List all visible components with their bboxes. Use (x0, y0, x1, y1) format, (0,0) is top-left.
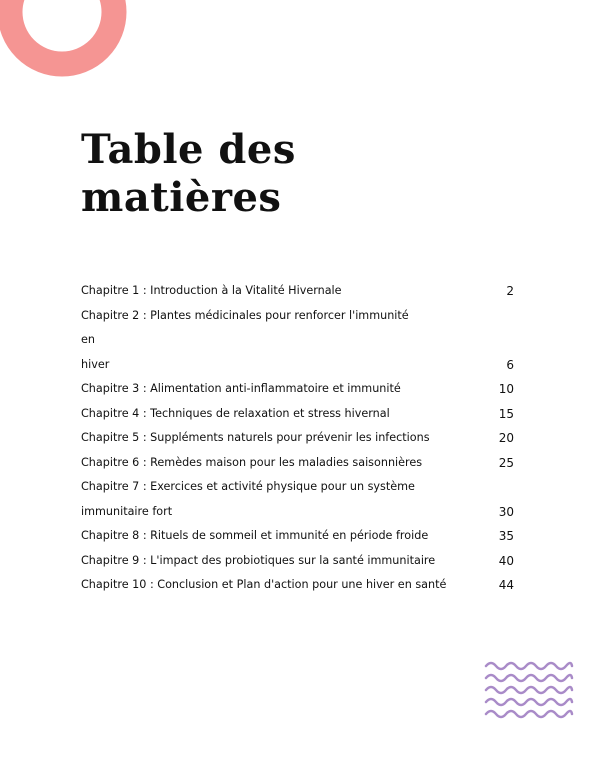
toc-entry-label-line-2: hiver (81, 357, 110, 371)
toc-entry-page: 30 (498, 504, 514, 519)
toc-entry-page: 2 (506, 284, 514, 298)
page-title-line-1: Table des (81, 126, 296, 173)
toc-entry-label-line-1: Chapitre 2 : Plantes médicinales pour renforcer l'immunité en (81, 308, 409, 346)
toc-entry-page: 44 (498, 578, 514, 592)
toc-entry-7[interactable] (81, 475, 514, 524)
toc-entry-label: Chapitre 3 : Alimentation anti-inflammatoire et immunité (81, 382, 401, 395)
decorative-waves-icon (484, 660, 574, 720)
toc-entry-page: 20 (498, 431, 514, 445)
toc-entry-page: 25 (498, 455, 514, 470)
toc-entry-4[interactable] (81, 402, 514, 427)
toc-entry-label: Chapitre 10 : Conclusion et Plan d'action pour une hiver en santé (81, 578, 447, 591)
toc-entry-label: Chapitre 6 : Remèdes maison pour les maladies saisonnières (81, 455, 423, 469)
toc-entry-page: 15 (498, 406, 514, 421)
toc-entry-label: Chapitre 1 : Introduction à la Vitalité Hivernale (81, 284, 342, 297)
toc-entry-6[interactable] (81, 451, 514, 476)
toc-entry-label: Chapitre 5 : Suppléments naturels pour prévenir les infections (81, 431, 430, 444)
toc-entry-page: 35 (498, 529, 514, 543)
toc-entry-label: Chapitre 9 : L'impact des probiotiques sur la santé immunitaire (81, 553, 436, 567)
toc-entry-8[interactable] (81, 524, 514, 549)
toc-entry-5[interactable] (81, 426, 514, 451)
toc-entry-10[interactable] (81, 573, 514, 598)
page-title (81, 126, 296, 222)
toc-entry-1[interactable] (81, 279, 514, 304)
toc-entry-page: 6 (506, 357, 514, 372)
table-of-contents (81, 279, 514, 598)
toc-entry-3[interactable] (81, 377, 514, 402)
toc-entry-9[interactable] (81, 549, 514, 574)
toc-entry-label: Chapitre 4 : Techniques de relaxation et stress hivernal (81, 406, 390, 420)
toc-entry-label: Chapitre 8 : Rituels de sommeil et immunité en période froide (81, 529, 429, 542)
toc-entry-page: 10 (498, 382, 514, 396)
toc-entry-2[interactable] (81, 304, 514, 378)
decorative-ring-icon (0, 0, 130, 120)
page-title-line-2: matières (81, 174, 282, 221)
toc-entry-label-line-2: immunitaire fort (81, 504, 173, 518)
toc-entry-page: 40 (498, 553, 514, 568)
toc-entry-label-line-1: Chapitre 7 : Exercices et activité physique pour un système (81, 480, 415, 493)
